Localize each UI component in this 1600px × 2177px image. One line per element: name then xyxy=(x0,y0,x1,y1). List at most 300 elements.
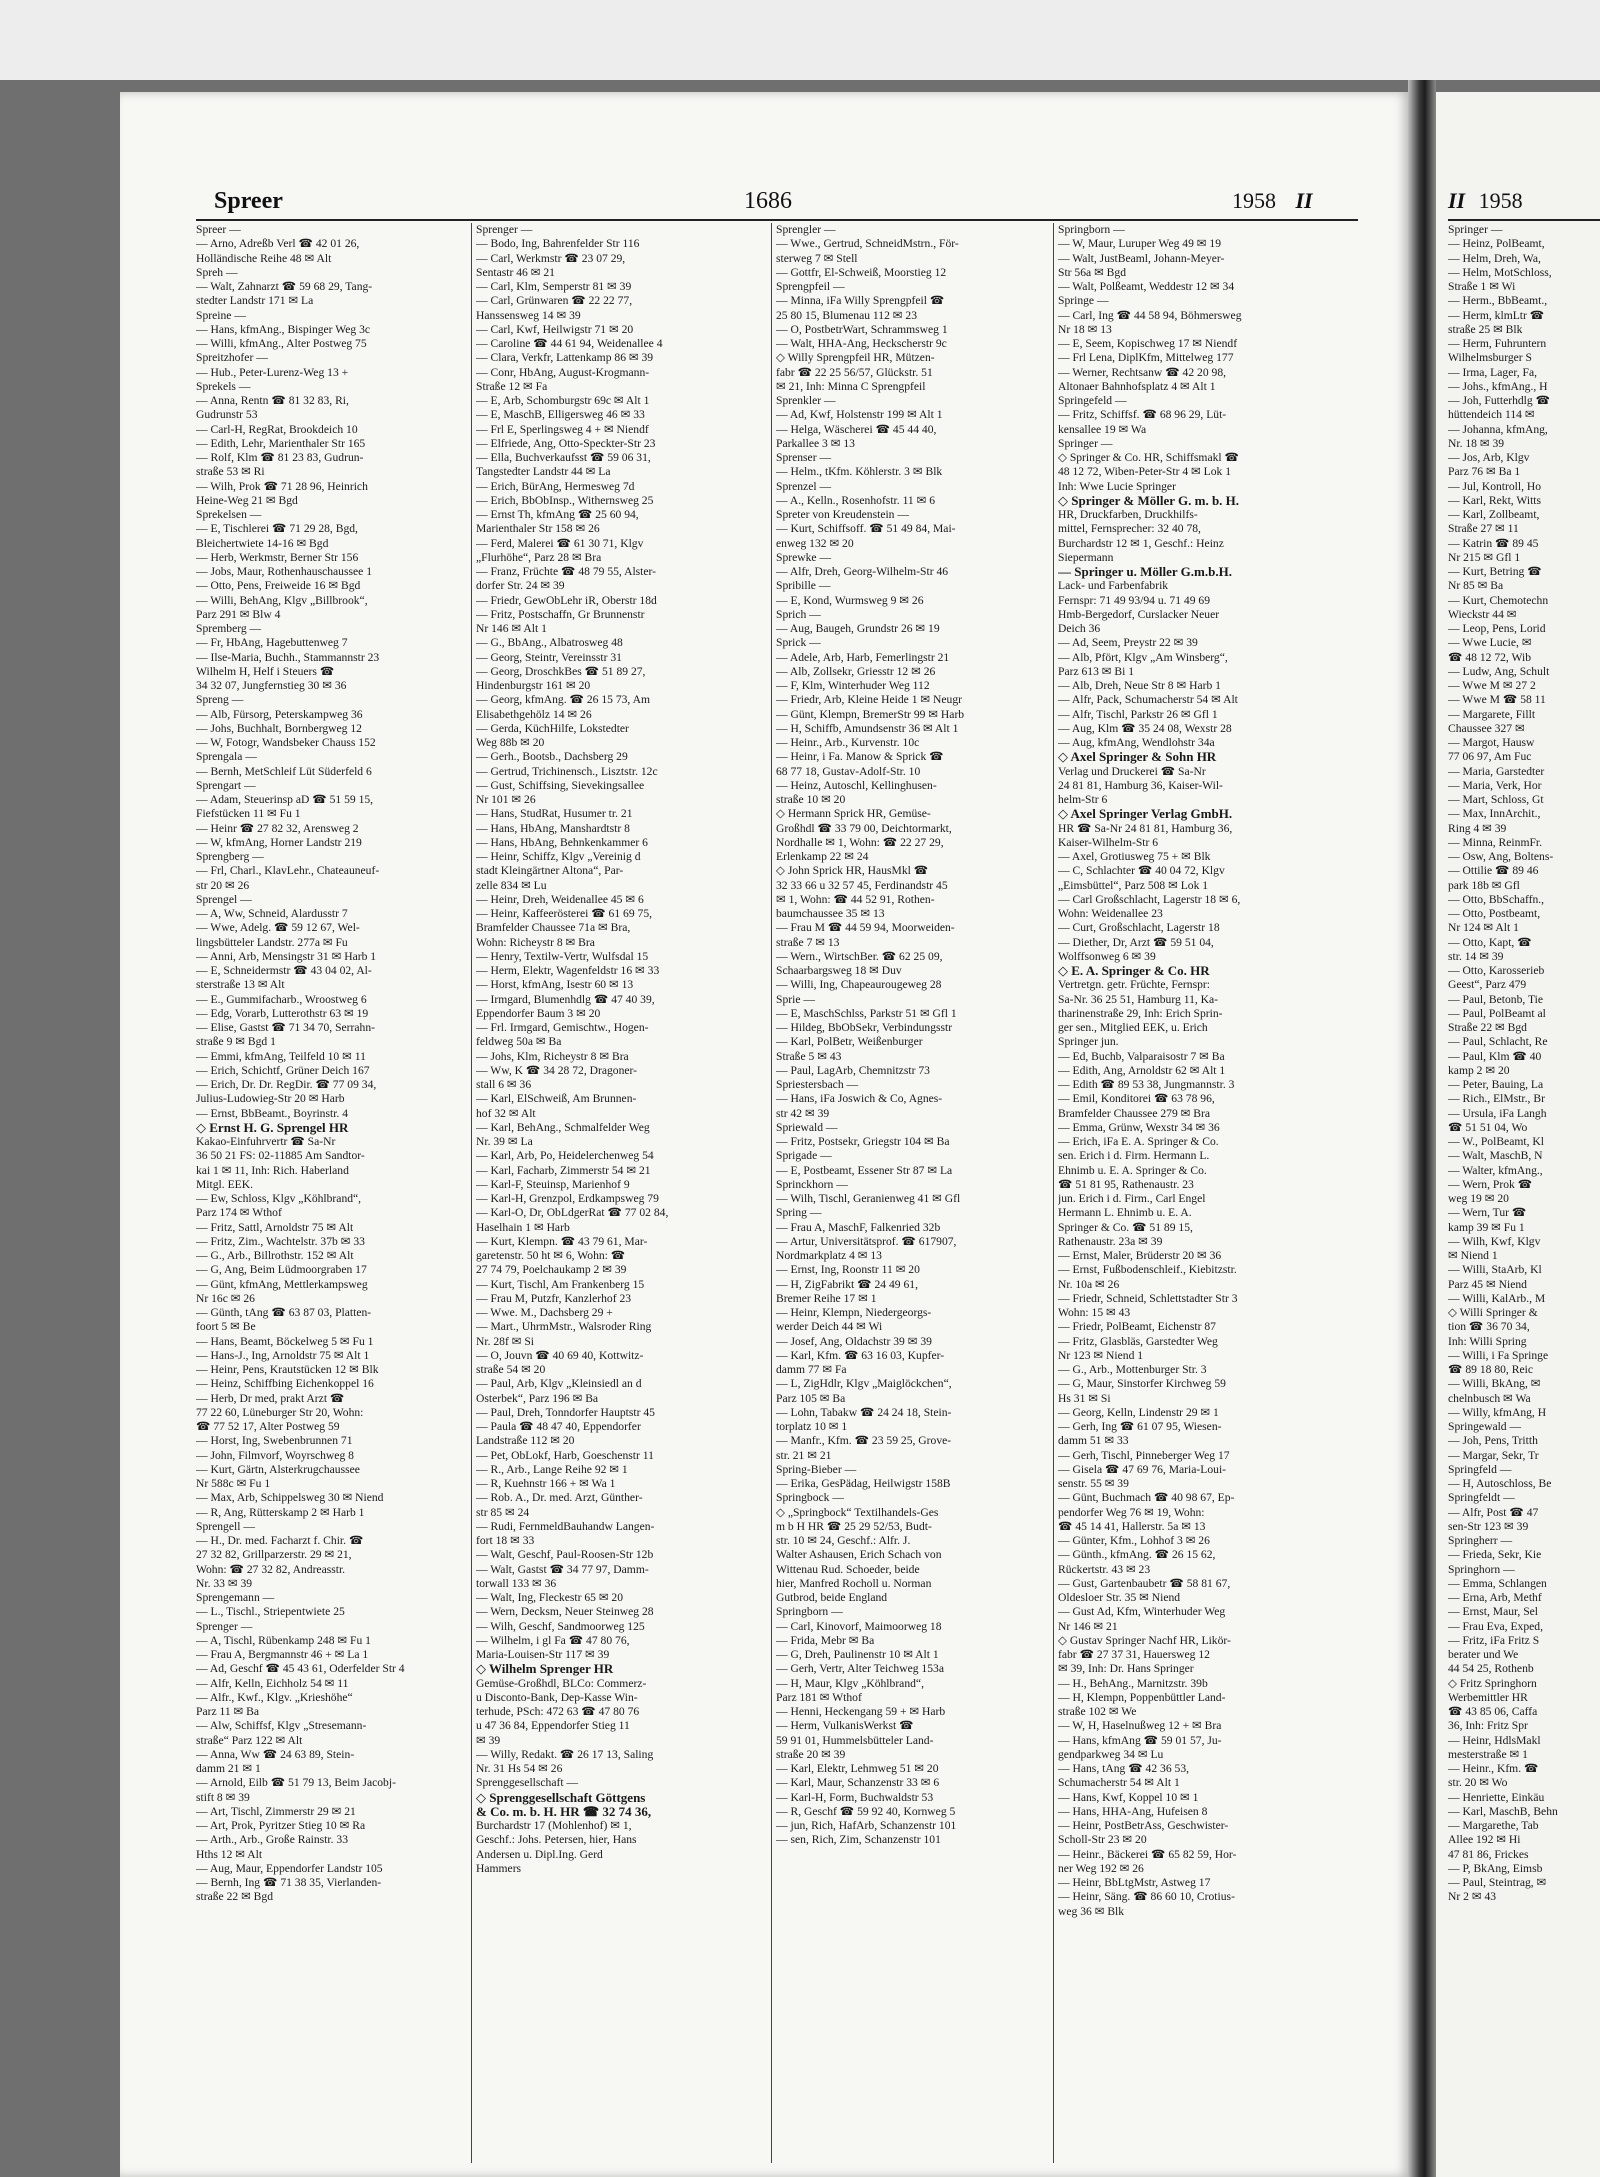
directory-entry-line: — Emil, Konditorei ☎ 63 78 96, xyxy=(1058,1092,1215,1106)
directory-entry-line: — H, Klempn, Poppenbüttler Land- xyxy=(1058,1690,1226,1704)
directory-entry-line: — Hildeg, BbObSekr, Verbindungsstr xyxy=(776,1021,953,1034)
directory-entry-line: — Paul, Arb, Klgv „Kleinsiedl an d xyxy=(476,1377,642,1391)
directory-entry-line: Nr 146 ✉ 21 xyxy=(1058,1619,1118,1633)
directory-entry-line: Straße 27 ✉ 11 xyxy=(1448,522,1519,536)
directory-entry-line: Fiefstücken 11 ✉ Fu 1 xyxy=(196,807,301,821)
directory-entry-line: — Karl-F, Steuinsp, Marienhof 9 xyxy=(476,1177,630,1191)
directory-entry-line: — L., Tischl., Striepentwiete 25 xyxy=(196,1605,345,1619)
directory-entry-line: — Paul, Steintrag, ✉ xyxy=(1448,1876,1547,1889)
directory-entry-line: — Gerh, Ing ☎ 61 07 95, Wiesen- xyxy=(1058,1420,1222,1433)
directory-entry-line: kamp 39 ✉ Fu 1 xyxy=(1448,1220,1525,1234)
directory-entry-line: — Mart., UhrmMstr., Walsroder Ring xyxy=(476,1320,652,1334)
directory-entry-line: stadt Kleingärtner Altona“, Par- xyxy=(476,864,624,878)
directory-entry-line: Spriestersbach — xyxy=(776,1078,859,1091)
directory-entry-line: — Walt, JustBeaml, Johann-Meyer- xyxy=(1058,251,1225,265)
directory-entry-line: Deich 36 xyxy=(1058,622,1101,635)
directory-entry-line: — Karl-H, Grenzpol, Erdkampsweg 79 xyxy=(476,1192,659,1205)
directory-entry-line: — Jul, Kontroll, Ho xyxy=(1448,479,1542,493)
directory-entry-line: Wolffsonweg 6 ✉ 39 xyxy=(1058,949,1156,963)
directory-entry-line: 24 81 81, Hamburg 36, Kaiser-Wil- xyxy=(1058,778,1223,792)
directory-entry-line: helm-Str 6 xyxy=(1058,793,1108,806)
directory-entry-line: — Karl, Zollbeamt, xyxy=(1448,508,1540,521)
directory-column-1 xyxy=(196,223,466,2163)
directory-entry-line: Spreng — xyxy=(196,693,244,707)
directory-entry-line: sen. Erich i d. Firm. Hermann L. xyxy=(1058,1149,1210,1163)
directory-entry-line: — Peter, Bauing, La xyxy=(1448,1078,1544,1091)
directory-entry-line: — Kurt, Schiffsoff. ☎ 51 49 84, Mai- xyxy=(776,522,956,536)
directory-entry-line: — E, Kond, Wurmsweg 9 ✉ 26 xyxy=(776,593,924,607)
directory-entry-line: Geest“, Parz 479 xyxy=(1448,978,1527,992)
directory-entry-line: — Max, Arb, Schippelsweg 30 ✉ Niend xyxy=(196,1491,384,1505)
directory-entry-line: — Max, InnArchit., xyxy=(1448,807,1541,821)
directory-entry-line: — Edith ☎ 89 53 38, Jungmannstr. 3 xyxy=(1058,1078,1235,1091)
directory-entry-line: — Wern., WirtschBer. ☎ 62 25 09, xyxy=(776,949,943,963)
directory-entry-line: — Artur, Universitätsprof. ☎ 617907, xyxy=(776,1234,957,1248)
directory-entry-line: ◇ „Springbock“ Textilhandels-Ges xyxy=(776,1505,939,1519)
directory-entry-line: — Diether, Dr, Arzt ☎ 59 51 04, xyxy=(1058,935,1214,949)
directory-entry-line: — Minna, ReinmFr. xyxy=(1448,835,1543,849)
directory-entry-line: Parz 105 ✉ Ba xyxy=(776,1391,846,1405)
directory-entry-line: 68 77 18, Gustav-Adolf-Str. 10 xyxy=(776,764,921,778)
directory-entry-line: — W, Maur, Luruper Weg 49 ✉ 19 xyxy=(1058,237,1221,251)
directory-entry-line: — Elfriede, Ang, Otto-Speckter-Str 23 xyxy=(476,436,656,450)
directory-entry-line: — Paul, Schlacht, Re xyxy=(1448,1035,1548,1049)
directory-entry-line: — Carl, Kwf, Heilwigstr 71 ✉ 20 xyxy=(476,322,634,336)
directory-entry-line: — E, Postbeamt, Essener Str 87 ✉ La xyxy=(776,1163,953,1177)
directory-entry-line: str. 20 ✉ Wo xyxy=(1448,1776,1508,1790)
directory-entry-line: — Frau M, Putzfr, Kanzlerhof 23 xyxy=(476,1291,632,1305)
directory-entry-line: — Erika, GesPädag, Heilwigstr 158B xyxy=(776,1477,951,1490)
directory-entry-line: Parz 45 ✉ Niend xyxy=(1448,1277,1527,1291)
directory-column-4 xyxy=(1058,223,1358,2163)
directory-entry-line: Gutbrod, beide England xyxy=(776,1591,888,1604)
directory-entry-line: fabr ☎ 27 37 31, Hauersweg 12 xyxy=(1058,1648,1210,1661)
directory-entry-line: Schumacherstr 54 ✉ Alt 1 xyxy=(1058,1776,1180,1790)
directory-entry-line: Osterbek“, Parz 196 ✉ Ba xyxy=(476,1391,599,1405)
directory-entry-line: — G, Ang, Beim Lüdmoorgraben 17 xyxy=(196,1263,367,1277)
directory-entry-line: Sprengel — xyxy=(196,892,252,906)
directory-entry-line: — Helm., tKfm. Köhlerstr. 3 ✉ Blk xyxy=(776,465,943,479)
directory-entry-line: — Hans, HbAng, Behnkenkammer 6 xyxy=(476,835,648,849)
directory-entry-line: — G., Arb., Billrothstr. 152 ✉ Alt xyxy=(196,1249,354,1262)
directory-entry-line: — Ludw, Ang, Schult xyxy=(1448,664,1550,678)
directory-entry-line: — Fritz, Postschaffn, Gr Brunnenstr xyxy=(476,607,645,621)
directory-entry-line: — Bernh, Ing ☎ 71 38 35, Vierlanden- xyxy=(196,1876,382,1889)
directory-entry-line: — Erich, BbObInsp., Withernsweg 25 xyxy=(476,493,654,507)
directory-entry-line: — Gust, Gartenbaubetr ☎ 58 81 67, xyxy=(1058,1576,1231,1590)
directory-entry-line: Werbemittler HR xyxy=(1448,1690,1528,1704)
directory-entry-line: — A, Tischl, Rübenkamp 248 ✉ Fu 1 xyxy=(196,1633,371,1647)
directory-entry-line: ✉ 1, Wohn: ☎ 44 52 91, Rothen- xyxy=(776,892,935,906)
directory-entry-line: Nr 124 ✉ Alt 1 xyxy=(1448,921,1519,935)
directory-entry-line: ✉ 21, Inh: Minna C Sprengpfeil xyxy=(776,379,926,393)
directory-entry-line: straße 25 ✉ Blk xyxy=(1448,322,1523,336)
directory-entry-line: — Heinr, BbLtgMstr, Astweg 17 xyxy=(1058,1876,1211,1889)
directory-entry-line: Allee 192 ✉ Hi xyxy=(1448,1833,1521,1847)
directory-entry-line: — Hans-J., Ing, Arnoldstr 75 ✉ Alt 1 xyxy=(196,1348,370,1362)
directory-entry-line: — Ernst, Fußbodenschleif., Kiebitzstr. xyxy=(1058,1263,1237,1277)
column-divider xyxy=(471,223,472,2163)
directory-entry-line: Weg 88b ✉ 20 xyxy=(476,736,545,749)
directory-entry-line: — Edg, Vorarb, Lutterothstr 63 ✉ 19 xyxy=(196,1006,369,1020)
directory-entry-line: — W, kfmAng, Horner Landstr 219 xyxy=(196,835,362,849)
directory-entry-line: Nr. 33 ✉ 39 xyxy=(196,1576,253,1590)
directory-entry-line: — F, Klm, Winterhuder Weg 112 xyxy=(776,679,930,692)
directory-entry-line: ◇ Gustav Springer Nachf HR, Likör- xyxy=(1058,1633,1231,1647)
directory-entry-line: — Georg, Kelln, Lindenstr 29 ✉ 1 xyxy=(1058,1405,1219,1419)
directory-entry-line: — Heinr, Pens, Krautstücken 12 ✉ Blk xyxy=(196,1363,379,1376)
directory-entry-line: torplatz 10 ✉ 1 xyxy=(776,1420,848,1433)
directory-entry-line: — Gertrud, Trichinensch., Lisztstr. 12c xyxy=(476,764,658,778)
directory-entry-line: — jun, Rich, HafArb, Schanzenstr 101 xyxy=(776,1819,957,1832)
directory-entry-line: — Günter, Kfm., Lohhof 3 ✉ 26 xyxy=(1058,1534,1210,1547)
directory-entry-line: Sprengberg — xyxy=(196,850,264,863)
directory-entry-line: 36, Inh: Fritz Spr xyxy=(1448,1719,1528,1733)
directory-entry-line: berater und We xyxy=(1448,1648,1519,1661)
facing-page-header xyxy=(1448,188,1523,214)
year: 1958 xyxy=(1232,188,1276,213)
directory-entry-line: ner Weg 192 ✉ 26 xyxy=(1058,1861,1144,1875)
directory-entry-line: — Wwe., Gertrud, SchneidMstrn., För- xyxy=(776,237,959,251)
directory-entry-line: — Rolf, Klm ☎ 81 23 83, Gudrun- xyxy=(196,451,364,464)
directory-entry-line: — Johs, Klm, Richeystr 8 ✉ Bra xyxy=(476,1049,629,1063)
directory-entry-line: Springfeld — xyxy=(1448,1462,1512,1476)
directory-entry-line: Wilhelmsburger S xyxy=(1448,351,1533,365)
directory-entry-line: — Johs., kfmAng., H xyxy=(1448,379,1548,393)
directory-entry-line: Bremer Reihe 17 ✉ 1 xyxy=(776,1291,877,1305)
directory-entry-line: — Otto, Pens, Freiweide 16 ✉ Bgd xyxy=(196,579,361,593)
directory-entry-line: — Ernst Th, kfmAng ☎ 25 60 94, xyxy=(476,508,639,521)
directory-entry-line: — Herm, Fuhruntern xyxy=(1448,337,1547,350)
directory-entry-line: Bramfelder Chaussee 279 ✉ Bra xyxy=(1058,1106,1211,1120)
directory-entry-line: — Ottilie ☎ 89 46 xyxy=(1448,864,1539,878)
directory-entry-line: Springer & Co. ☎ 51 89 15, xyxy=(1058,1220,1193,1234)
directory-entry-line: — Wern, Tur ☎ xyxy=(1448,1206,1527,1220)
directory-entry-line: — Wilh, Kwf, Klgv xyxy=(1448,1234,1541,1248)
directory-entry-line: — Alfr, Post ☎ 47 xyxy=(1448,1505,1539,1519)
directory-entry-line: Spreter von Kreudenstein — xyxy=(776,508,909,521)
directory-entry-line: ✉ 39, Inh: Dr. Hans Springer xyxy=(1058,1662,1194,1676)
directory-entry-line: Landstraße 112 ✉ 20 xyxy=(476,1434,575,1448)
directory-entry-line: — Paul, PolBeamt al xyxy=(1448,1006,1546,1020)
directory-entry-line: — Gerh, Tischl, Pinneberger Weg 17 xyxy=(1058,1448,1230,1462)
directory-entry-line: — Willi, KalArb., M xyxy=(1448,1291,1546,1305)
directory-entry-line: straße 7 ✉ 13 xyxy=(776,935,840,949)
directory-entry-line: Springfeldt — xyxy=(1448,1491,1515,1505)
directory-entry-line: ☎ 77 52 17, Alter Postweg 59 xyxy=(196,1420,340,1433)
directory-entry-line: Gudrunstr 53 xyxy=(196,408,258,422)
directory-entry-line: Straße 12 ✉ Fa xyxy=(476,379,548,393)
directory-entry-line: Erlenkamp 22 ✉ 24 xyxy=(776,850,869,863)
directory-entry-line: — Herb, Dr med, prakt Arzt ☎ xyxy=(196,1391,345,1405)
directory-entry-line: — Gust Ad, Kfm, Winterhuder Weg xyxy=(1058,1605,1226,1619)
directory-entry-line: — Anna, Ww ☎ 24 63 89, Stein- xyxy=(196,1747,355,1761)
directory-entry-line: — Frau A, Bergmannstr 46 + ✉ La 1 xyxy=(196,1648,369,1661)
directory-entry-line: Nr 588c ✉ Fu 1 xyxy=(196,1477,271,1490)
directory-entry-line: Großhdl ☎ 33 79 00, Deichtormarkt, xyxy=(776,821,952,835)
directory-entry-line: Spribille — xyxy=(776,579,831,593)
directory-entry-line: — Heinr, Kaffeerösterei ☎ 61 69 75, xyxy=(476,907,653,920)
directory-entry-line: — Helga, Wäscherei ☎ 45 44 40, xyxy=(776,422,937,436)
directory-entry-line: — Alb, Dreh, Neue Str 8 ✉ Harb 1 xyxy=(1058,679,1221,692)
directory-entry-line: — Friedr, GewObLehr iR, Oberstr 18d xyxy=(476,593,657,607)
directory-entry-line: — Aug, Klm ☎ 35 24 08, Wexstr 28 xyxy=(1058,721,1232,735)
directory-entry-line: 59 91 01, Hummelsbütteler Land- xyxy=(776,1733,934,1747)
directory-entry-line: — Ernst, Maler, Brüderstr 20 ✉ 36 xyxy=(1058,1249,1222,1262)
directory-entry-line: — Günth, tAng ☎ 63 87 03, Platten- xyxy=(196,1306,372,1319)
directory-entry-line: — R, Kuehnstr 166 + ✉ Wa 1 xyxy=(476,1477,616,1490)
directory-entry-line: — Herm, Elektr, Wagenfeldstr 16 ✉ 33 xyxy=(476,964,660,977)
page-number: 1686 xyxy=(744,188,792,214)
directory-entry-line: — Frida, Mebr ✉ Ba xyxy=(776,1633,875,1647)
directory-entry-line: — Walt, Polßeamt, Weddestr 12 ✉ 34 xyxy=(1058,280,1235,293)
directory-entry-line: — Heinr ☎ 27 82 32, Arensweg 2 xyxy=(196,821,359,835)
directory-column-2 xyxy=(476,223,766,2163)
directory-entry-line: Geschf.: Johs. Petersen, hier, Hans xyxy=(476,1833,637,1847)
directory-entry-line: ◇ Ernst H. G. Sprengel HR xyxy=(196,1120,349,1135)
directory-entry-line: ◇ Axel Springer & Sohn HR xyxy=(1058,750,1217,765)
directory-entry-line: Ring 4 ✉ 39 xyxy=(1448,821,1507,835)
directory-entry-line: Gemüse-Großhdl, BLCo: Commerz- xyxy=(476,1676,647,1690)
directory-entry-line: Ehnimb u. E. A. Springer & Co. xyxy=(1058,1163,1207,1177)
directory-entry-line: — R., Arb., Lange Reihe 92 ✉ 1 xyxy=(476,1462,628,1476)
directory-entry-line: — Frau M ☎ 44 59 94, Moorweiden- xyxy=(776,921,955,935)
directory-entry-line: Sprengala — xyxy=(196,750,257,764)
directory-entry-line: — Karl, PolBetr, Weißenburger xyxy=(776,1035,923,1049)
directory-entry-line: Sprenggesellschaft — xyxy=(476,1776,579,1790)
directory-entry-line: — Gisela ☎ 47 69 76, Maria-Loui- xyxy=(1058,1462,1227,1476)
directory-entry-line: — E, MaschSchlss, Parkstr 51 ✉ Gfl 1 xyxy=(776,1006,957,1020)
directory-entry-line: — Curt, Großschlacht, Lagerstr 18 xyxy=(1058,921,1220,935)
directory-entry-line: — Anni, Arb, Mensingstr 31 ✉ Harb 1 xyxy=(196,949,377,963)
directory-entry-line: — Frl, Charl., KlavLehr., Chateauneuf- xyxy=(196,864,380,878)
directory-entry-line: — Karl, ElSchweiß, Am Brunnen- xyxy=(476,1092,637,1106)
directory-entry-line: Elisabethgehölz 14 ✉ 26 xyxy=(476,707,592,721)
directory-entry-line: — Hans, HHA-Ang, Hufeisen 8 xyxy=(1058,1804,1208,1818)
directory-entry-line: — Edith, Lehr, Marienthaler Str 165 xyxy=(196,436,366,450)
directory-entry-line: stall 6 ✉ 36 xyxy=(476,1078,532,1091)
directory-entry-line: — Wwe. M., Dachsberg 29 + xyxy=(476,1306,613,1319)
directory-entry-line: ☎ 43 85 06, Caffa xyxy=(1448,1705,1538,1718)
column-divider xyxy=(771,223,772,2163)
directory-entry-line: Sprekels — xyxy=(196,379,251,393)
directory-entry-line: — Carl, Ing ☎ 44 58 94, Böhmersweg xyxy=(1058,308,1242,322)
directory-entry-line: 27 32 82, Grillparzerstr. 29 ✉ 21, xyxy=(196,1548,352,1562)
directory-entry-line: Straße 22 ✉ Bgd xyxy=(1448,1021,1527,1034)
directory-entry-line: straße 53 ✉ Ri xyxy=(196,465,265,479)
directory-entry-line: — Emmi, kfmAng, Teilfeld 10 ✉ 11 xyxy=(196,1049,366,1063)
directory-entry-line: Nr 146 ✉ Alt 1 xyxy=(476,622,547,635)
directory-entry-line: ◇ Fritz Springhorn xyxy=(1448,1676,1537,1690)
directory-entry-line: dorfer Str. 24 ✉ 39 xyxy=(476,579,565,593)
directory-entry-line: Hammers xyxy=(476,1861,522,1875)
directory-entry-line: — Willi, BehAng, Klgv „Billbrook“, xyxy=(196,593,368,607)
directory-entry-line: stift 8 ✉ 39 xyxy=(196,1790,250,1804)
directory-entry-line: hof 32 ✉ Alt xyxy=(476,1106,536,1120)
scan-background-top xyxy=(0,0,1600,80)
directory-entry-line: — O, PostbetrWart, Schrammsweg 1 xyxy=(776,322,948,336)
directory-entry-line: — Karl, BehAng., Schmalfelder Weg xyxy=(476,1120,650,1134)
directory-entry-line: — Paul, Betonb, Tie xyxy=(1448,992,1544,1006)
directory-entry-line: — Heinr, Klempn, Niedergeorgs- xyxy=(776,1306,932,1319)
directory-entry-line: — Emma, Schlangen xyxy=(1448,1576,1547,1590)
directory-entry-line: — Heinz, Schiffbing Eichenkoppel 16 xyxy=(196,1377,374,1391)
directory-entry-line: — H., Dr. med. Facharzt f. Chir. ☎ xyxy=(196,1534,364,1547)
directory-entry-line: — Erich, Schichtf, Grüner Deich 167 xyxy=(196,1063,370,1077)
directory-entry-line: — Alb, Zollsekr, Griesstr 12 ✉ 26 xyxy=(776,664,936,678)
directory-entry-line: — Heinr, Schiffz, Klgv „Vereinig d xyxy=(476,850,641,863)
directory-entry-line: — Frieda, Sekr, Kie xyxy=(1448,1548,1542,1562)
directory-entry-line: Sprick — xyxy=(776,636,821,650)
directory-entry-line: Wohn: 15 ✉ 43 xyxy=(1058,1306,1131,1319)
directory-entry-line: Wohn: ☎ 27 32 82, Andreasstr. xyxy=(196,1562,346,1576)
directory-entry-line: ◇ E. A. Springer & Co. HR xyxy=(1058,964,1210,978)
directory-entry-line: — Karl, Facharb, Zimmerstr 54 ✉ 21 xyxy=(476,1163,651,1177)
directory-entry-line: pendorfer Weg 76 ✉ 19, Wohn: xyxy=(1058,1505,1205,1519)
directory-entry-line: — Ad, Seem, Preystr 22 ✉ 39 xyxy=(1058,636,1198,650)
directory-entry-line: — Erna, Arb, Methf xyxy=(1448,1591,1542,1604)
directory-entry-line: — R, Ang, Rütterskamp 2 ✉ Harb 1 xyxy=(196,1505,365,1519)
directory-entry-line: — Joh, Pens, Tritth xyxy=(1448,1434,1538,1448)
directory-entry-line: — Karl, Kfm. ☎ 63 16 03, Kupfer- xyxy=(776,1348,945,1362)
directory-entry-line: Spreitzhofer — xyxy=(196,351,268,365)
directory-entry-line: — Irma, Lager, Fa, xyxy=(1448,365,1538,379)
directory-entry-line: Parkallee 3 ✉ 13 xyxy=(776,436,855,450)
directory-entry-line: — Aug, Baugeh, Grundstr 26 ✉ 19 xyxy=(776,622,940,635)
directory-entry-line: — Lohn, Tabakw ☎ 24 24 18, Stein- xyxy=(776,1405,952,1419)
directory-entry-line: — Wilh, Geschf, Sandmoorweg 125 xyxy=(476,1619,645,1633)
directory-entry-line: — Franz, Früchte ☎ 48 79 55, Alster- xyxy=(476,565,657,578)
directory-entry-line: ◇ Sprenggesellschaft Göttgens xyxy=(476,1790,646,1805)
directory-entry-line: — W, H, Haselnußweg 12 + ✉ Bra xyxy=(1058,1719,1222,1733)
directory-entry-line: Hmb-Bergedorf, Curslacker Neuer xyxy=(1058,607,1220,621)
directory-entry-line: — Katrin ☎ 89 45 xyxy=(1448,536,1539,550)
directory-entry-line: — Horst, Ing, Swebenbrunnen 71 xyxy=(196,1434,353,1448)
directory-entry-line: — Gust, Schiffsing, Sievekingsallee xyxy=(476,778,645,792)
directory-entry-line: — Emma, Grünw, Wexstr 34 ✉ 36 xyxy=(1058,1120,1220,1134)
directory-entry-line: — Josef, Ang, Oldachstr 39 ✉ 39 xyxy=(776,1334,932,1348)
directory-entry-line: — Hub., Peter-Lurenz-Weg 13 + xyxy=(196,365,349,379)
directory-entry-line: — Frl Lena, DiplKfm, Mittelweg 177 xyxy=(1058,351,1234,365)
directory-entry-line: — Erich, iFa E. A. Springer & Co. xyxy=(1058,1135,1219,1148)
directory-entry-line: — Johanna, kfmAng, xyxy=(1448,422,1548,436)
directory-entry-line: — Helm, MotSchloss, xyxy=(1448,265,1552,279)
directory-entry-line: — Walt, Zahnarzt ☎ 59 68 29, Tang- xyxy=(196,280,373,293)
directory-entry-line: „Flurhöhe“, Parz 28 ✉ Bra xyxy=(476,550,602,564)
directory-entry-line: — Margot, Hausw xyxy=(1448,736,1535,749)
directory-entry-line: Hanssensweg 14 ✉ 39 xyxy=(476,308,581,322)
directory-entry-line: Parz 76 ✉ Ba 1 xyxy=(1448,465,1521,479)
directory-entry-line: Springer — xyxy=(1058,436,1113,450)
directory-entry-line: Wohn: Weidenallee 23 xyxy=(1058,907,1163,920)
directory-entry-line: — Bodo, Ing, Bahrenfelder Str 116 xyxy=(476,237,640,251)
directory-entry-line: — Margarethe, Tab xyxy=(1448,1819,1539,1832)
directory-entry-line: Spremberg — xyxy=(196,622,262,635)
directory-entry-line: sterweg 7 ✉ Stell xyxy=(776,251,858,265)
directory-entry-line: Nr. 18 ✉ 39 xyxy=(1448,436,1505,450)
directory-entry-line: — Hans, Beamt, Böckelweg 5 ✉ Fu 1 xyxy=(196,1334,374,1348)
directory-entry-line: — Ernst, Maur, Sel xyxy=(1448,1605,1539,1619)
directory-entry-line: u Disconto-Bank, Dep-Kasse Win- xyxy=(476,1690,638,1704)
directory-entry-line: fabr ☎ 22 25 56/57, Glückstr. 51 xyxy=(776,365,933,379)
facing-header-rule xyxy=(1448,219,1600,221)
directory-entry-line: — Pet, ObLokf, Harb, Goeschenstr 11 xyxy=(476,1448,654,1462)
directory-entry-line: Sprewke — xyxy=(776,550,832,564)
directory-entry-line: Wohn: Richeystr 8 ✉ Bra xyxy=(476,935,595,949)
directory-entry-line: — Karl, Arb, Po, Heidelerchenweg 54 xyxy=(476,1149,654,1163)
directory-entry-line: Nr. 10a ✉ 26 xyxy=(1058,1277,1120,1291)
directory-entry-line: Spreh — xyxy=(196,265,238,279)
directory-entry-line: Heine-Weg 21 ✉ Bgd xyxy=(196,493,298,507)
directory-entry-line: — Hans, HbAng, Manshardtstr 8 xyxy=(476,821,630,835)
directory-entry-line: — Karl, Rekt, Witts xyxy=(1448,493,1542,507)
directory-entry-line: — Carl, Werkmstr ☎ 23 07 29, xyxy=(476,251,626,265)
directory-entry-line: — Frl E, Sperlingsweg 4 + ✉ Niendf xyxy=(476,422,649,436)
directory-entry-line: str 42 ✉ 39 xyxy=(776,1106,830,1120)
directory-entry-line: str 20 ✉ 26 xyxy=(196,878,250,892)
directory-entry-line: — Wern, Decksm, Neuer Steinweg 28 xyxy=(476,1605,654,1619)
directory-entry-line: tharinenstraße 29, Inh: Erich Sprin- xyxy=(1058,1006,1223,1020)
directory-entry-line: ◇ Willy Sprengpfeil HR, Mützen- xyxy=(776,351,935,365)
directory-entry-line: — Elise, Gastst ☎ 71 34 70, Serrahn- xyxy=(196,1021,375,1034)
directory-entry-line: — Carl, Klm, Semperstr 81 ✉ 39 xyxy=(476,280,632,293)
directory-entry-line: Springherr — xyxy=(1448,1534,1513,1547)
directory-entry-line: — Osw, Ang, Boltens- xyxy=(1448,850,1554,863)
directory-entry-line: — Henriette, Einkäu xyxy=(1448,1790,1545,1804)
directory-entry-line: Kakao-Einfuhrvertr ☎ Sa-Nr xyxy=(196,1135,336,1148)
directory-entry-line: kai 1 ✉ 11, Inh: Rich. Haberland xyxy=(196,1163,349,1177)
directory-entry-line: — Ed, Buchb, Valparaisostr 7 ✉ Ba xyxy=(1058,1049,1225,1063)
directory-entry-line: — H, ZigFabrikt ☎ 24 49 61, xyxy=(776,1277,918,1291)
directory-entry-line: — Arnold, Eilb ☎ 51 79 13, Beim Jacobj- xyxy=(196,1776,396,1790)
directory-entry-line: — Walter, kfmAng., xyxy=(1448,1163,1543,1177)
directory-entry-line: — Karl-H, Form, Buchwaldstr 53 xyxy=(776,1790,934,1804)
directory-entry-line: — Heinr., Bäckerei ☎ 65 82 59, Hor- xyxy=(1058,1847,1237,1861)
directory-entry-line: — L, ZigHdlr, Klgv „Maiglöckchen“, xyxy=(776,1377,952,1391)
directory-entry-line: — Edith, Ang, Arnoldstr 62 ✉ Alt 1 xyxy=(1058,1063,1226,1077)
directory-entry-line: park 18b ✉ Gfl xyxy=(1448,878,1520,892)
directory-entry-line: — Margar, Sekr, Tr xyxy=(1448,1448,1539,1462)
directory-entry-line: — Ursula, iFa Langh xyxy=(1448,1106,1547,1120)
directory-entry-line: 27 74 79, Poelchaukamp 2 ✉ 39 xyxy=(476,1263,627,1277)
directory-entry-line: straße 54 ✉ 20 xyxy=(476,1363,546,1376)
directory-entry-line: Nr 18 ✉ 13 xyxy=(1058,322,1112,336)
directory-entry-line: weg 36 ✉ Blk xyxy=(1058,1904,1125,1918)
directory-entry-line: Schaarbargsweg 18 ✉ Duv xyxy=(776,964,902,977)
directory-entry-line: — E, Schneidermstr ☎ 43 04 02, Al- xyxy=(196,964,372,977)
directory-entry-line: feldweg 50a ✉ Ba xyxy=(476,1035,562,1049)
directory-entry-line: — Gerda, KüchHilfe, Lokstedter xyxy=(476,721,629,735)
directory-entry-line: Maria-Louisen-Str 117 ✉ 39 xyxy=(476,1648,610,1661)
directory-entry-line: — Fr, HbAng, Hagebuttenweg 7 xyxy=(196,636,348,650)
directory-entry-line: — Heinr., Arb., Kurvenstr. 10c xyxy=(776,736,920,749)
directory-entry-line: — Kurt, Gärtn, Alsterkrugchaussee xyxy=(196,1462,360,1476)
directory-entry-line: str. 10 ✉ 24, Geschf.: Alfr. J. xyxy=(776,1534,911,1547)
directory-entry-line: — Carl-H, RegRat, Brookdeich 10 xyxy=(196,422,358,436)
directory-entry-line: — Günth., kfmAng. ☎ 26 15 62, xyxy=(1058,1548,1216,1562)
directory-entry-line: ☎ 48 12 72, Wib xyxy=(1448,650,1532,664)
directory-entry-line: — Walt, Gastst ☎ 34 77 97, Damm- xyxy=(476,1562,649,1576)
directory-entry-line: — Manfr., Kfm. ☎ 23 59 25, Grove- xyxy=(776,1434,952,1448)
directory-entry-line: ◇ Willi Springer & xyxy=(1448,1306,1538,1319)
directory-entry-line: lingsbütteler Landstr. 277a ✉ Fu xyxy=(196,935,348,949)
directory-entry-line: — Gerh, Vertr, Alter Teichweg 153a xyxy=(776,1662,944,1676)
directory-entry-line: — Wilhelm, i gl Fa ☎ 47 80 76, xyxy=(476,1633,630,1647)
book-binding xyxy=(1408,80,1436,2177)
directory-entry-line: — Otto, Postbeamt, xyxy=(1448,907,1541,920)
directory-entry-line: — Heinr, Dreh, Weidenallee 45 ✉ 6 xyxy=(476,892,644,906)
directory-entry-line: Nr 2 ✉ 43 xyxy=(1448,1890,1497,1904)
